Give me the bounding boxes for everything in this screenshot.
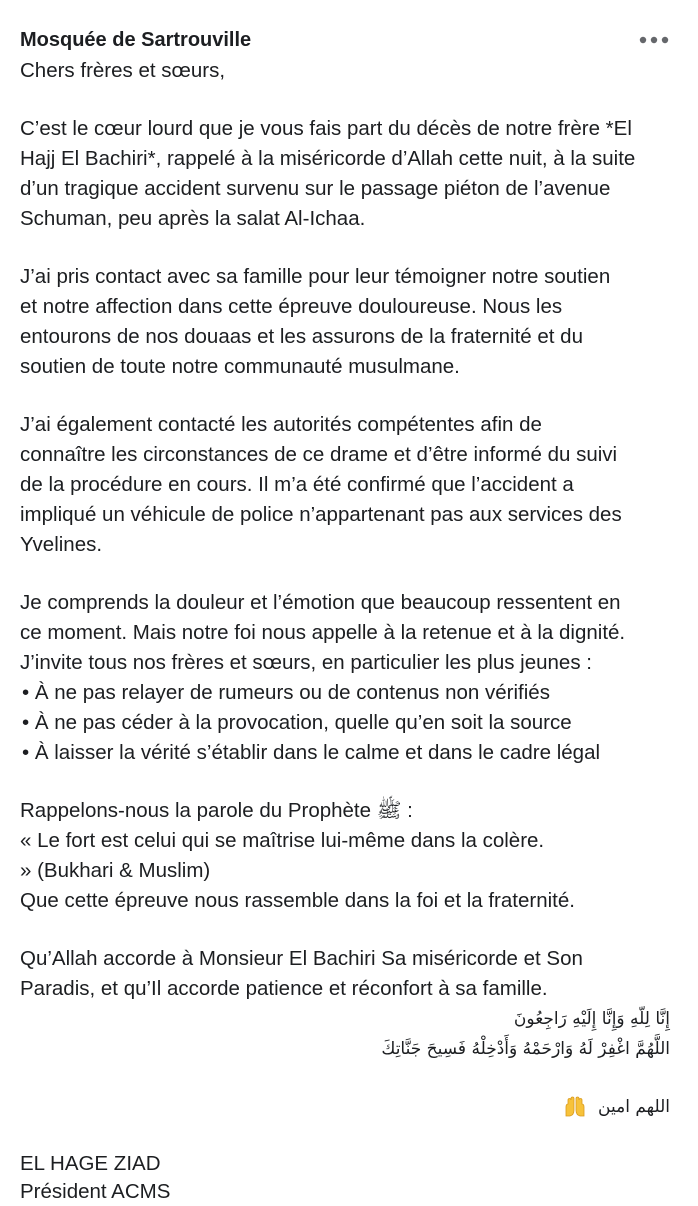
text-line: J’ai également contacté les autorités compétentes afin de: [20, 413, 542, 436]
author-name[interactable]: Mosquée de Sartrouville: [20, 29, 252, 51]
text-line: Yvelines.: [20, 533, 103, 556]
text-line: « Le fort est celui qui se maîtrise lui-même dans la colère.: [20, 829, 545, 852]
text-line: ce moment. Mais notre foi nous appelle à la retenue et à la dignité.: [20, 621, 626, 644]
text-line: impliqué un véhicule de police n’appartenant pas aux services des: [20, 503, 622, 526]
more-options-button[interactable]: [636, 28, 672, 52]
post-header: [20, 24, 678, 56]
text-line: d’un tragique accident survenu sur le passage piéton de l’avenue: [20, 177, 611, 200]
text-line: entourons de nos douaas et les assurons de la fraternité et du: [20, 325, 583, 348]
paragraph-appeal: [20, 588, 678, 768]
text-line: C’est le cœur lourd que je vous fais part du décès de notre frère *El: [20, 117, 632, 140]
text-line: J’invite tous nos frères et sœurs, en particulier les plus jeunes :: [20, 651, 592, 674]
signature-title: Président ACMS: [20, 1180, 171, 1203]
amen-text: اللهم امين: [598, 1097, 670, 1117]
bullet-item: • À ne pas céder à la provocation, quelle qu’en soit la source: [22, 711, 572, 734]
text-line: J’ai pris contact avec sa famille pour leur témoigner notre soutien: [20, 265, 611, 288]
text-line: soutien de toute notre communauté musulmane.: [20, 355, 460, 378]
paragraph-hadith: [20, 796, 678, 916]
text-line: connaître les circonstances de ce drame et d’être informé du suivi: [20, 443, 618, 466]
text-line: Que cette épreuve nous rassemble dans la foi et la fraternité.: [20, 889, 575, 912]
arabic-line: اللَّهُمَّ اغْفِرْ لَهُ وَارْحَمْهُ وَأَدْخِلْهُ فَسِيحَ جَنَّاتِكَ: [381, 1039, 670, 1059]
post-body: [20, 56, 678, 1206]
paragraph-family: [20, 262, 678, 382]
raising-hands-icon: [563, 1096, 587, 1118]
bullet-item: • À laisser la vérité s’établir dans le calme et dans le cadre légal: [22, 741, 601, 764]
text-line: Paradis, et qu’Il accorde patience et réconfort à sa famille.: [20, 977, 548, 1000]
greeting: Chers frères et sœurs,: [20, 59, 226, 82]
text-line: de la procédure en cours. Il m’a été confirmé que l’accident a: [20, 473, 574, 496]
arabic-line: إِنَّا لِلّهِ وَإِنَّا إِلَيْهِ رَاجِعُونَ: [513, 1009, 670, 1029]
amen-row: [20, 1092, 678, 1122]
text-line: Qu’Allah accorde à Monsieur El Bachiri Sa miséricorde et Son: [20, 947, 583, 970]
text-line: Schuman, peu après la salat Al-Ichaa.: [20, 207, 366, 230]
paragraph-authorities: [20, 410, 678, 560]
more-horizontal-icon: [639, 36, 669, 44]
text-line: Rappelons-nous la parole du Prophète ﷺ :: [20, 799, 413, 822]
paragraph-prayer: [20, 944, 678, 1064]
signature: [20, 1150, 678, 1206]
text-line: Je comprends la douleur et l’émotion que beaucoup ressentent en: [20, 591, 621, 614]
text-line: » (Bukhari & Muslim): [20, 859, 211, 882]
bullet-item: • À ne pas relayer de rumeurs ou de contenus non vérifiés: [22, 681, 550, 704]
text-line: et notre affection dans cette épreuve douloureuse. Nous les: [20, 295, 563, 318]
paragraph-announcement: [20, 114, 678, 234]
signature-name: EL HAGE ZIAD: [20, 1152, 161, 1175]
text-line: Hajj El Bachiri*, rappelé à la miséricorde d’Allah cette nuit, à la suite: [20, 147, 636, 170]
